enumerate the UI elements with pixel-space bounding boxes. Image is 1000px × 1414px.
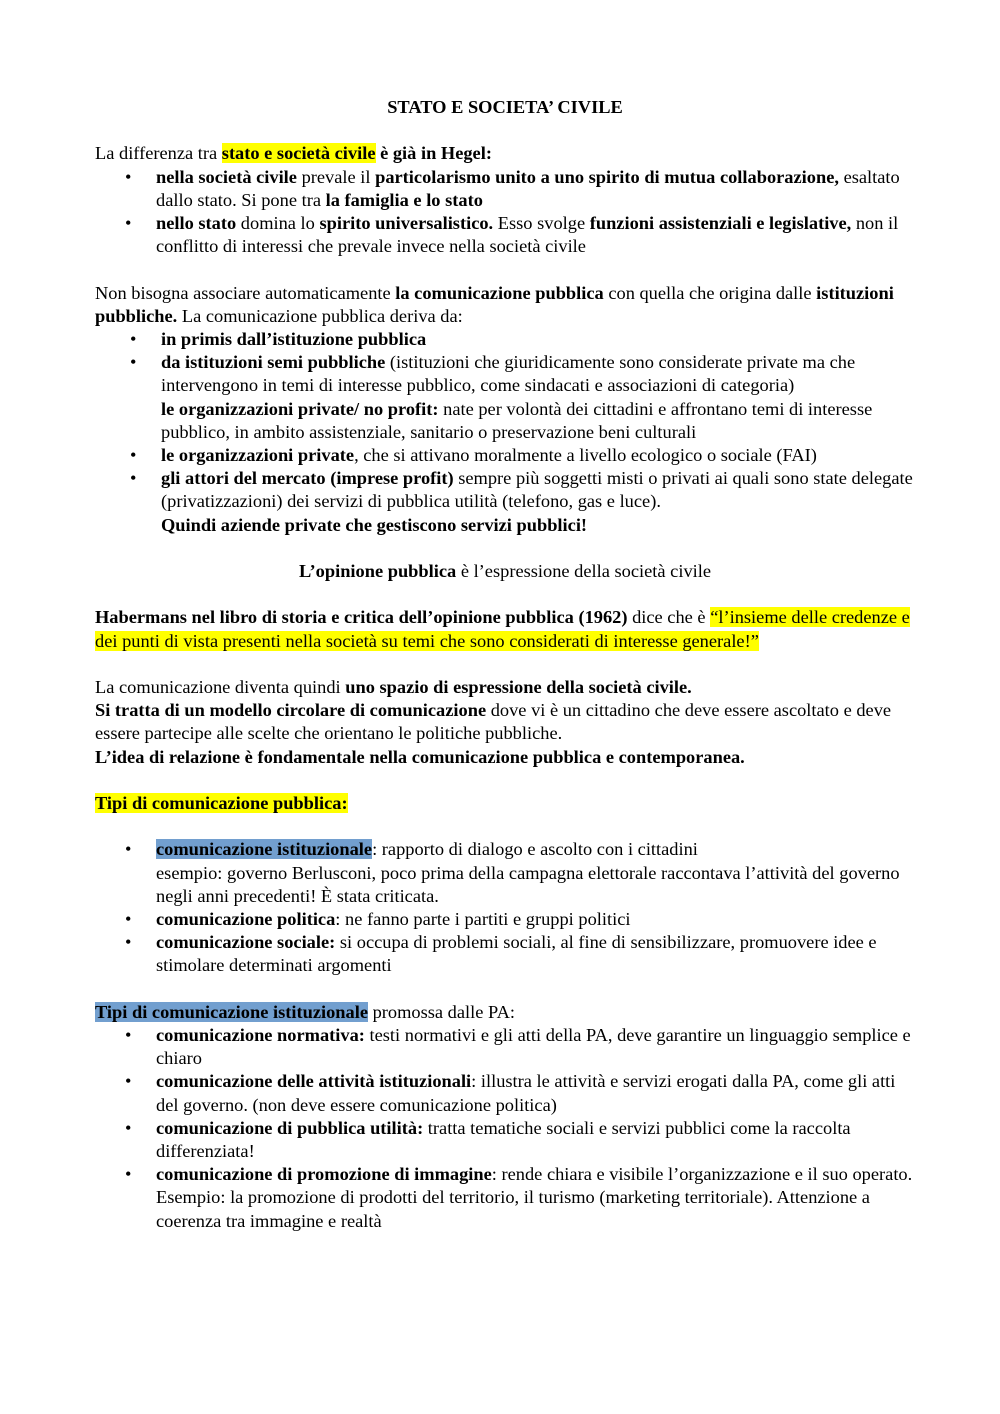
intro-text: La differenza tra <box>95 143 222 164</box>
bullet-icon: • <box>125 839 132 860</box>
list-item: • comunicazione sociale: si occupa di problemi sociali, al fine di sensibilizzare, promuovere idee e stimolare determinati argomenti <box>125 932 877 976</box>
bullet-icon: • <box>125 932 132 953</box>
types-list <box>95 838 915 977</box>
institutional-list <box>95 1024 915 1233</box>
institutional-heading: Tipi di comunicazione istituzionale promossa dalle PA: <box>95 1001 515 1022</box>
bullet-icon: • <box>125 1164 132 1185</box>
list-item: • da istituzioni semi pubbliche (istituzioni che giuridicamente sono considerate private ma che intervengono in temi di interesse pubblico, come sindacati e associazioni di categoria) le organizzazioni private/ no profit: nate per volontà dei cittadini e affrontano temi di interesse pubblico, in ambito assistenziale, sanitario o preservazione beni culturali <box>130 352 873 442</box>
bullet-icon: • <box>130 468 137 489</box>
highlight-text: “l’insieme delle credenze e dei punti di vista presenti nella società su temi che sono considerati di interesse generale!” <box>95 607 910 651</box>
document-page <box>95 96 915 1233</box>
bullet-icon: • <box>130 352 137 373</box>
list-item: • comunicazione istituzionale: rapporto di dialogo e ascolto con i cittadini esempio: governo Berlusconi, poco prima della campagna elettorale raccontava l’attività del governo negli anni precedenti! È stata criticata. <box>125 839 900 906</box>
intro-paragraph <box>95 142 915 165</box>
bullet-icon: • <box>125 213 132 233</box>
list-item: • in primis dall’istituzione pubblica <box>95 328 915 351</box>
bullet-icon: • <box>125 909 132 929</box>
list-item: • comunicazione normativa: testi normativi e gli atti della PA, deve garantire un linguaggio semplice e chiaro <box>125 1025 911 1069</box>
list-item: • nella società civile prevale il particolarismo unito a uno spirito di mutua collaborazione, esaltato dallo stato. Si pone tra la famiglia e lo stato <box>125 166 900 210</box>
bullet-icon: • <box>125 1071 132 1092</box>
hegel-list <box>95 166 915 259</box>
list-item: • comunicazione delle attività istituzionali: illustra le attività e servizi erogati dalla PA, come gli atti del governo. (non deve essere comunicazione politica) <box>125 1071 896 1115</box>
list-item: • gli attori del mercato (imprese profit) sempre più soggetti misti o privati ai quali sono state delegate (privatizzazioni) dei servizi di pubblica utilità (telefono, gas e luce). Quindi aziende private che gestiscono servizi pubblici! <box>130 468 913 535</box>
intro-highlight: stato e società civile <box>221 143 376 164</box>
highlight-text <box>222 143 376 163</box>
sources-list <box>95 328 915 537</box>
bullet-icon: • <box>125 1117 132 1138</box>
list-item: • nello stato domina lo spirito universalistico. Esso svolge funzioni assistenziali e legislative, non il conflitto di interessi che prevale invece nella società civile <box>125 213 899 257</box>
bullet-icon: • <box>130 329 137 349</box>
intro-bold: è già in Hegel: <box>375 143 492 164</box>
opinion-line: L’opinione pubblica è l’espressione della società civile <box>298 561 712 582</box>
page-title: STATO E SOCIETA’ CIVILE <box>387 97 623 117</box>
list-item: • comunicazione politica: ne fanno parte i partiti e gruppi politici <box>95 908 915 931</box>
habermas-paragraph: Habermans nel libro di storia e critica dell’opinione pubblica (1962) dice che è “l’insieme delle credenze e dei punti di vista presenti nella società su temi che sono considerati di interesse generale!” <box>95 607 910 651</box>
list-item: • comunicazione di pubblica utilità: tratta tematiche sociali e servizi pubblici come la raccolta differenziata! <box>125 1117 851 1162</box>
types-heading: Tipi di comunicazione pubblica: <box>95 793 348 813</box>
communication-paragraph: La comunicazione diventa quindi uno spazio di espressione della società civile. Si tratta di un modello circolare di comunicazione dove vi è un cittadino che deve essere ascoltato e deve essere partecipe alle scelte che orientano le politiche pubbliche. L’idea di relazione è fondamentale nella comunicazione pubblica e contemporanea. <box>95 677 892 767</box>
public-communication-paragraph: Non bisogna associare automaticamente la comunicazione pubblica con quella che origina dalle istituzioni pubbliche. La comunicazione pubblica deriva da: <box>95 282 894 326</box>
list-item: • le organizzazioni private, che si attivano moralmente a livello ecologico o sociale (FAI) <box>95 444 915 467</box>
list-item: • comunicazione di promozione di immagine: rende chiara e visibile l’organizzazione e il suo operato. Esempio: la promozione di prodotti del territorio, il turismo (marketing territoriale). Attenzione a coerenza tra immagine e realtà <box>125 1164 913 1231</box>
bullet-icon: • <box>125 1025 132 1045</box>
bullet-icon: • <box>125 166 132 187</box>
bullet-icon: • <box>130 445 137 466</box>
